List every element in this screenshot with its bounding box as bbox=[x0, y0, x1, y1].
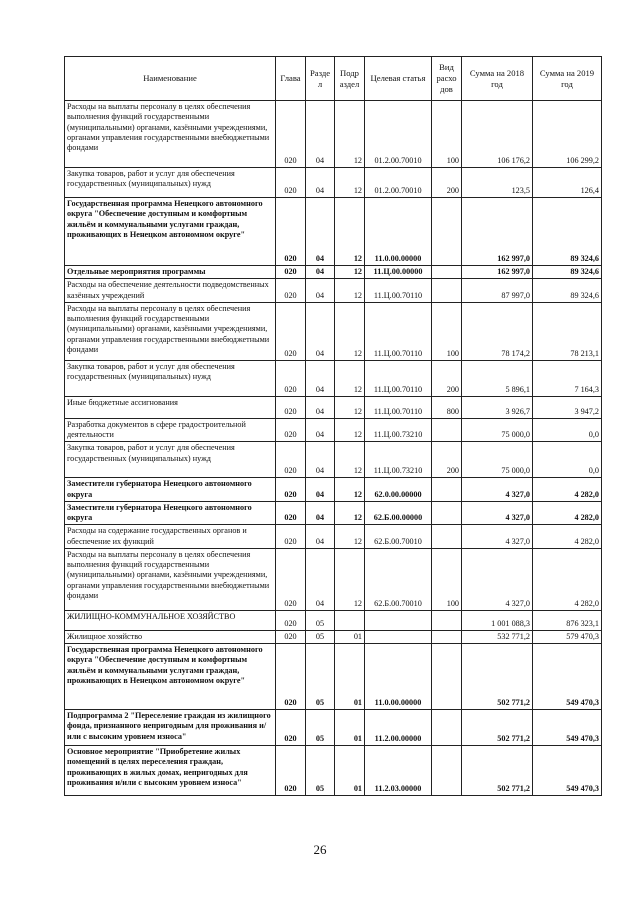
row-name: Государственная программа Ненецкого автономного округа "Обеспечение доступным и комфортным жильём и коммунальными услугами граждан, проживающих в Ненецком автономном округе" bbox=[65, 644, 276, 710]
row-podrazdel bbox=[335, 610, 365, 630]
row-name: Разработка документов в сфере градостроительной деятельности bbox=[65, 418, 276, 442]
row-name: Расходы на обеспечение деятельности подведомственных казённых учреждений bbox=[65, 279, 276, 303]
row-vid bbox=[432, 746, 462, 796]
row-podrazdel: 01 bbox=[335, 630, 365, 643]
row-sum2018: 106 176,2 bbox=[462, 101, 533, 168]
row-sum2018: 162 997,0 bbox=[462, 198, 533, 266]
row-sum2019: 89 324,6 bbox=[533, 279, 602, 303]
row-vid: 100 bbox=[432, 548, 462, 610]
row-podrazdel: 12 bbox=[335, 101, 365, 168]
row-podrazdel: 12 bbox=[335, 266, 365, 279]
row-podrazdel: 12 bbox=[335, 168, 365, 198]
row-sum2019: 89 324,6 bbox=[533, 198, 602, 266]
row-glava: 020 bbox=[276, 168, 306, 198]
row-sum2018: 4 327,0 bbox=[462, 548, 533, 610]
row-razdel: 05 bbox=[306, 746, 335, 796]
row-target: 11.Ц.00.73210 bbox=[365, 442, 432, 478]
row-razdel: 04 bbox=[306, 302, 335, 360]
row-glava: 020 bbox=[276, 610, 306, 630]
header-target: Целевая статья bbox=[365, 57, 432, 101]
row-vid: 200 bbox=[432, 168, 462, 198]
row-sum2019: 126,4 bbox=[533, 168, 602, 198]
header-razdel: Разде л bbox=[306, 57, 335, 101]
row-name: Отдельные мероприятия программы bbox=[65, 266, 276, 279]
row-name: Закупка товаров, работ и услуг для обеспечения государственных (муниципальных) нужд bbox=[65, 360, 276, 396]
header-podrazdel: Подр аздел bbox=[335, 57, 365, 101]
row-vid: 200 bbox=[432, 360, 462, 396]
row-sum2018: 4 327,0 bbox=[462, 478, 533, 502]
row-glava: 020 bbox=[276, 302, 306, 360]
row-sum2018: 5 896,1 bbox=[462, 360, 533, 396]
row-glava: 020 bbox=[276, 418, 306, 442]
row-podrazdel: 12 bbox=[335, 418, 365, 442]
row-razdel: 04 bbox=[306, 418, 335, 442]
header-sum2018: Сумма на 2018 год bbox=[462, 57, 533, 101]
row-target: 01.2.00.70010 bbox=[365, 168, 432, 198]
row-sum2019: 549 470,3 bbox=[533, 710, 602, 746]
row-vid bbox=[432, 279, 462, 303]
table-row bbox=[65, 168, 602, 198]
row-name: Заместители губернатора Ненецкого автономного округа bbox=[65, 501, 276, 525]
row-vid: 100 bbox=[432, 302, 462, 360]
row-vid bbox=[432, 630, 462, 643]
row-razdel: 04 bbox=[306, 442, 335, 478]
header-glava: Глава bbox=[276, 57, 306, 101]
row-razdel: 05 bbox=[306, 630, 335, 643]
row-sum2019: 579 470,3 bbox=[533, 630, 602, 643]
row-podrazdel: 12 bbox=[335, 396, 365, 418]
row-vid: 800 bbox=[432, 396, 462, 418]
row-target: 11.Ц.00.73210 bbox=[365, 418, 432, 442]
row-sum2019: 876 323,1 bbox=[533, 610, 602, 630]
table-row bbox=[65, 630, 602, 643]
table-row bbox=[65, 360, 602, 396]
row-razdel: 04 bbox=[306, 198, 335, 266]
row-sum2018: 3 926,7 bbox=[462, 396, 533, 418]
header-vid: Вид расхо дов bbox=[432, 57, 462, 101]
row-name: Иные бюджетные ассигнования bbox=[65, 396, 276, 418]
row-target: 11.Ц.00.70110 bbox=[365, 302, 432, 360]
row-glava: 020 bbox=[276, 548, 306, 610]
row-vid bbox=[432, 418, 462, 442]
table-row bbox=[65, 101, 602, 168]
row-vid bbox=[432, 610, 462, 630]
table-row bbox=[65, 478, 602, 502]
row-vid bbox=[432, 266, 462, 279]
row-podrazdel: 12 bbox=[335, 360, 365, 396]
row-sum2018: 123,5 bbox=[462, 168, 533, 198]
row-target: 11.Ц.00.70110 bbox=[365, 279, 432, 303]
row-sum2018: 78 174,2 bbox=[462, 302, 533, 360]
row-sum2019: 7 164,3 bbox=[533, 360, 602, 396]
row-vid: 200 bbox=[432, 442, 462, 478]
table-row bbox=[65, 501, 602, 525]
header-sum2019: Сумма на 2019 год bbox=[533, 57, 602, 101]
row-target bbox=[365, 610, 432, 630]
row-sum2018: 502 771,2 bbox=[462, 746, 533, 796]
row-glava: 020 bbox=[276, 710, 306, 746]
row-sum2019: 4 282,0 bbox=[533, 478, 602, 502]
row-target: 11.Ц.00.70110 bbox=[365, 360, 432, 396]
row-target bbox=[365, 630, 432, 643]
row-name: Расходы на выплаты персоналу в целях обеспечения выполнения функций государственными (муниципальными) органами, казёнными учреждениями, органами управления государственными внебюджетными фондами bbox=[65, 101, 276, 168]
row-glava: 020 bbox=[276, 478, 306, 502]
row-target: 62.0.00.00000 bbox=[365, 478, 432, 502]
row-vid bbox=[432, 501, 462, 525]
row-target: 11.0.00.00000 bbox=[365, 644, 432, 710]
row-vid bbox=[432, 710, 462, 746]
table-row bbox=[65, 644, 602, 710]
row-target: 62.Б.00.00000 bbox=[365, 501, 432, 525]
row-target: 11.2.00.00000 bbox=[365, 710, 432, 746]
row-vid bbox=[432, 644, 462, 710]
row-glava: 020 bbox=[276, 525, 306, 549]
row-sum2019: 3 947,2 bbox=[533, 396, 602, 418]
row-target: 01.2.00.70010 bbox=[365, 101, 432, 168]
row-razdel: 04 bbox=[306, 279, 335, 303]
row-target: 11.0.00.00000 bbox=[365, 198, 432, 266]
row-razdel: 05 bbox=[306, 710, 335, 746]
row-podrazdel: 12 bbox=[335, 302, 365, 360]
row-sum2018: 4 327,0 bbox=[462, 525, 533, 549]
row-sum2019: 0,0 bbox=[533, 442, 602, 478]
row-glava: 020 bbox=[276, 360, 306, 396]
row-razdel: 04 bbox=[306, 525, 335, 549]
table-header-row bbox=[65, 57, 602, 101]
row-name: Расходы на выплаты персоналу в целях обеспечения выполнения функций государственными (муниципальными) органами, казёнными учреждениями, органами управления государственными внебюджетными фондами bbox=[65, 548, 276, 610]
row-glava: 020 bbox=[276, 266, 306, 279]
table-row bbox=[65, 710, 602, 746]
row-razdel: 04 bbox=[306, 360, 335, 396]
row-name: Расходы на содержание государственных органов и обеспечение их функций bbox=[65, 525, 276, 549]
budget-table bbox=[64, 56, 602, 796]
row-name: Основное мероприятие "Приобретение жилых помещений в целях переселения граждан, проживающих в жилых домах, непригодных для проживания и/или с высоким уровнем износа" bbox=[65, 746, 276, 796]
row-podrazdel: 12 bbox=[335, 198, 365, 266]
row-sum2019: 549 470,3 bbox=[533, 644, 602, 710]
table-row bbox=[65, 198, 602, 266]
row-name: Жилищное хозяйство bbox=[65, 630, 276, 643]
row-podrazdel: 12 bbox=[335, 548, 365, 610]
row-razdel: 04 bbox=[306, 478, 335, 502]
table-row bbox=[65, 418, 602, 442]
table-row bbox=[65, 610, 602, 630]
row-razdel: 04 bbox=[306, 266, 335, 279]
row-sum2018: 4 327,0 bbox=[462, 501, 533, 525]
row-sum2019: 78 213,1 bbox=[533, 302, 602, 360]
row-glava: 020 bbox=[276, 396, 306, 418]
row-name: Закупка товаров, работ и услуг для обеспечения государственных (муниципальных) нужд bbox=[65, 442, 276, 478]
row-glava: 020 bbox=[276, 279, 306, 303]
row-podrazdel: 12 bbox=[335, 442, 365, 478]
row-sum2018: 87 997,0 bbox=[462, 279, 533, 303]
row-razdel: 04 bbox=[306, 396, 335, 418]
row-target: 62.Б.00.70010 bbox=[365, 548, 432, 610]
row-sum2019: 4 282,0 bbox=[533, 501, 602, 525]
header-name: Наименование bbox=[65, 57, 276, 101]
row-razdel: 04 bbox=[306, 548, 335, 610]
table-row bbox=[65, 746, 602, 796]
row-podrazdel: 12 bbox=[335, 501, 365, 525]
row-glava: 020 bbox=[276, 442, 306, 478]
row-name: Закупка товаров, работ и услуг для обеспечения государственных (муниципальных) нужд bbox=[65, 168, 276, 198]
row-name: Государственная программа Ненецкого автономного округа "Обеспечение доступным и комфортным жильём и коммунальными услугами граждан, проживающих в Ненецком автономном округе" bbox=[65, 198, 276, 266]
row-glava: 020 bbox=[276, 630, 306, 643]
row-sum2018: 1 001 088,3 bbox=[462, 610, 533, 630]
row-vid bbox=[432, 525, 462, 549]
table-row bbox=[65, 548, 602, 610]
table-row bbox=[65, 396, 602, 418]
table-row bbox=[65, 279, 602, 303]
row-sum2019: 549 470,3 bbox=[533, 746, 602, 796]
table-row bbox=[65, 525, 602, 549]
row-sum2019: 106 299,2 bbox=[533, 101, 602, 168]
row-sum2019: 4 282,0 bbox=[533, 525, 602, 549]
row-razdel: 05 bbox=[306, 610, 335, 630]
row-glava: 020 bbox=[276, 198, 306, 266]
row-podrazdel: 01 bbox=[335, 746, 365, 796]
row-glava: 020 bbox=[276, 746, 306, 796]
row-name: Заместители губернатора Ненецкого автономного округа bbox=[65, 478, 276, 502]
row-sum2018: 532 771,2 bbox=[462, 630, 533, 643]
row-glava: 020 bbox=[276, 101, 306, 168]
row-podrazdel: 12 bbox=[335, 478, 365, 502]
row-glava: 020 bbox=[276, 501, 306, 525]
row-name: Подпрограмма 2 "Переселение граждан из жилищного фонда, признанного непригодным для проживания и/или с высоким уровнем износа" bbox=[65, 710, 276, 746]
row-razdel: 05 bbox=[306, 644, 335, 710]
row-podrazdel: 12 bbox=[335, 525, 365, 549]
row-vid bbox=[432, 198, 462, 266]
table-row bbox=[65, 266, 602, 279]
row-sum2018: 75 000,0 bbox=[462, 418, 533, 442]
row-sum2019: 89 324,6 bbox=[533, 266, 602, 279]
row-sum2018: 162 997,0 bbox=[462, 266, 533, 279]
row-podrazdel: 12 bbox=[335, 279, 365, 303]
row-sum2018: 502 771,2 bbox=[462, 710, 533, 746]
row-name: Расходы на выплаты персоналу в целях обеспечения выполнения функций государственными (муниципальными) органами, казёнными учреждениями, органами управления государственными внебюджетными фондами bbox=[65, 302, 276, 360]
table-row bbox=[65, 442, 602, 478]
table-body bbox=[65, 101, 602, 796]
row-target: 11.Ц.00.70110 bbox=[365, 396, 432, 418]
row-razdel: 04 bbox=[306, 101, 335, 168]
row-vid bbox=[432, 478, 462, 502]
row-sum2018: 75 000,0 bbox=[462, 442, 533, 478]
table-row bbox=[65, 302, 602, 360]
row-podrazdel: 01 bbox=[335, 644, 365, 710]
row-target: 11.Ц.00.00000 bbox=[365, 266, 432, 279]
row-name: ЖИЛИЩНО-КОММУНАЛЬНОЕ ХОЗЯЙСТВО bbox=[65, 610, 276, 630]
row-target: 62.Б.00.70010 bbox=[365, 525, 432, 549]
row-razdel: 04 bbox=[306, 501, 335, 525]
page-number: 26 bbox=[313, 842, 327, 857]
row-glava: 020 bbox=[276, 644, 306, 710]
row-podrazdel: 01 bbox=[335, 710, 365, 746]
row-target: 11.2.03.00000 bbox=[365, 746, 432, 796]
row-razdel: 04 bbox=[306, 168, 335, 198]
row-sum2019: 0,0 bbox=[533, 418, 602, 442]
row-vid: 100 bbox=[432, 101, 462, 168]
row-sum2018: 502 771,2 bbox=[462, 644, 533, 710]
row-sum2019: 4 282,0 bbox=[533, 548, 602, 610]
